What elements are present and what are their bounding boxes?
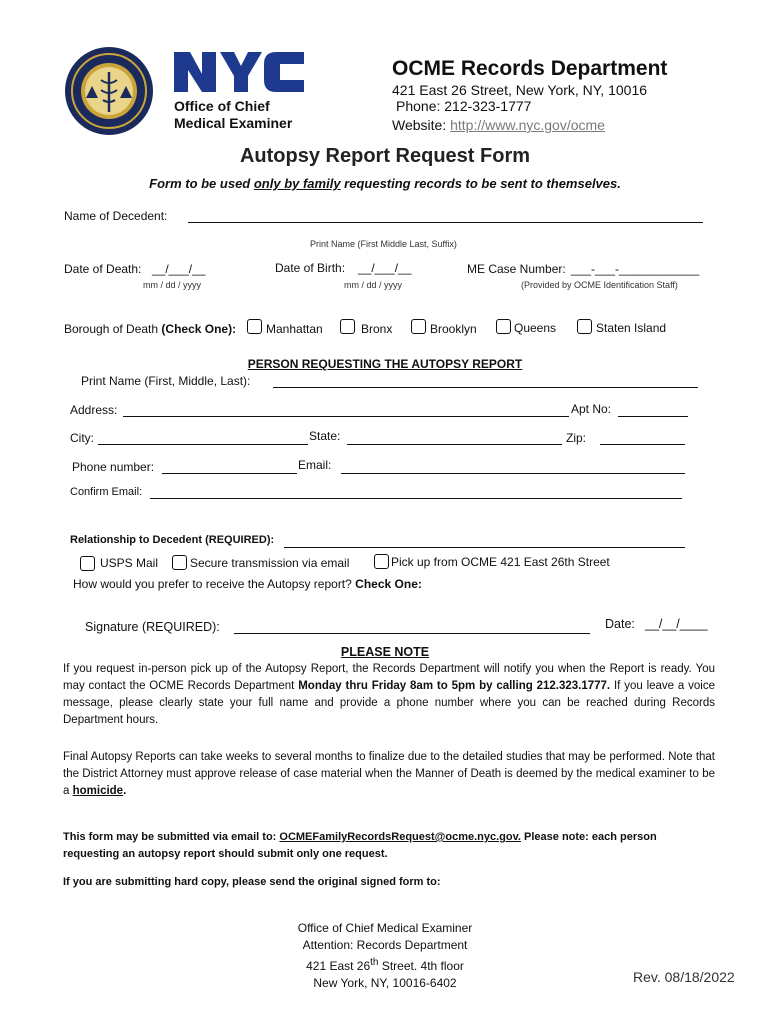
dob-field[interactable]: __/___/__ xyxy=(358,261,412,275)
logo-text-line1: Office of Chief xyxy=(174,98,270,114)
nyc-logo xyxy=(172,50,307,94)
note-paragraph-final xyxy=(63,749,715,800)
me-case-hint: (Provided by OCME Identification Staff) xyxy=(521,280,678,290)
date-field[interactable]: __/__/____ xyxy=(645,617,708,631)
apt-field[interactable] xyxy=(618,404,688,417)
dob-label: Date of Birth: xyxy=(275,261,346,275)
zip-field[interactable] xyxy=(600,432,685,445)
borough-checkbox-brooklyn[interactable] xyxy=(411,319,426,334)
relationship-field[interactable] xyxy=(284,535,685,548)
me-case-label: ME Case Number: xyxy=(467,262,566,276)
delivery-question xyxy=(73,577,422,591)
dod-label: Date of Death: xyxy=(64,262,142,276)
date-label: Date: xyxy=(605,617,635,631)
me-case-field[interactable]: ___-___-____________ xyxy=(571,262,700,276)
signature-label: Signature (REQUIRED): xyxy=(85,620,220,634)
borough-label-text: Borough of Death xyxy=(64,322,159,336)
address-field[interactable] xyxy=(123,404,569,417)
revision-date: Rev. 08/18/2022 xyxy=(633,969,735,985)
city-label: City: xyxy=(70,431,94,445)
delivery-pickup-label: Pick up from OCME 421 East 26th Street xyxy=(391,555,610,569)
phone-label: Phone number: xyxy=(72,460,155,474)
borough-brooklyn-label: Brooklyn xyxy=(430,322,477,336)
mail-line3-sup: th xyxy=(370,957,379,968)
delivery-check-one: Check One: xyxy=(355,577,422,591)
form-subtitle xyxy=(0,176,770,191)
borough-bronx-label: Bronx xyxy=(361,322,393,336)
note-email-b: Please note: each person requesting an autopsy report should submit only one request. xyxy=(63,831,657,860)
dob-hint: mm / dd / yyyy xyxy=(344,280,403,290)
dept-address: 421 East 26 Street, New York, NY, 10016 xyxy=(392,82,648,98)
signature-field[interactable] xyxy=(234,621,590,634)
phone-field[interactable] xyxy=(162,461,297,474)
subtitle-emph: only by family xyxy=(253,176,341,191)
borough-checkbox-queens[interactable] xyxy=(496,319,511,334)
delivery-checkbox-pickup[interactable] xyxy=(374,554,389,569)
note-hardcopy: If you are submitting hard copy, please send the original signed form to: xyxy=(63,876,441,888)
borough-check-text: (Check One): xyxy=(161,322,237,336)
confirm-email-label: Confirm Email: xyxy=(70,486,143,498)
note-p1-b: Monday thru Friday 8am to 5pm by calling 212.323.1777. xyxy=(298,680,611,692)
delivery-question-text: How would you prefer to receive the Autopsy report? xyxy=(73,577,352,591)
note-p1-c: If you leave a voice message, please clearly state your full name and provide a phone number where you can be reached during Records Department hours. xyxy=(63,680,715,726)
decedent-hint: Print Name (First Middle Last, Suffix) xyxy=(310,239,457,249)
zip-label: Zip: xyxy=(566,431,587,445)
dod-field[interactable]: __/___/__ xyxy=(152,262,206,276)
submission-email-link[interactable]: OCMEFamilyRecordsRequest@ocme.nyc.gov. xyxy=(279,831,521,843)
relationship-label xyxy=(70,534,274,546)
decedent-name-field[interactable] xyxy=(188,210,703,223)
dod-hint: mm / dd / yyyy xyxy=(143,280,202,290)
borough-checkbox-bronx[interactable] xyxy=(340,319,355,334)
borough-label xyxy=(64,322,236,336)
mail-line4: New York, NY, 10016-6402 xyxy=(313,976,457,990)
decedent-label: Name of Decedent: xyxy=(64,209,168,223)
website-label: Website: xyxy=(392,117,447,133)
note-email-a: This form may be submitted via email to: xyxy=(63,831,280,843)
borough-checkbox-manhattan[interactable] xyxy=(247,319,262,334)
note-p2-a: Final Autopsy Reports can take weeks to several months to finalize due to the detailed studies that may be performed. Note that the District Attorney must approve release of case material when the Manner of Death is deemed by the medical examiner to be a xyxy=(63,751,715,797)
dept-title: OCME Records Department xyxy=(392,57,668,80)
logo-text-line2: Medical Examiner xyxy=(174,115,293,131)
note-paragraph-pickup xyxy=(63,661,715,729)
email-field[interactable] xyxy=(341,461,685,474)
delivery-usps-label: USPS Mail xyxy=(100,556,159,570)
delivery-checkbox-usps[interactable] xyxy=(80,556,95,571)
city-field[interactable] xyxy=(98,432,308,445)
delivery-email-label: Secure transmission via email xyxy=(190,556,350,570)
apt-label: Apt No: xyxy=(571,402,612,416)
confirm-email-field[interactable] xyxy=(150,486,682,499)
requester-heading: PERSON REQUESTING THE AUTOPSY REPORT xyxy=(247,357,523,371)
mail-line1: Office of Chief Medical Examiner xyxy=(297,921,473,935)
notes-heading: PLEASE NOTE xyxy=(340,645,430,659)
note-p1-a: If you request in-person pick up of the Autopsy Report, the Records Department will notify you when the Report is ready. You may contact the OCME Records Department xyxy=(63,663,715,692)
mail-line2: Attention: Records Department xyxy=(302,938,468,952)
borough-staten-island-label: Staten Island xyxy=(596,321,667,335)
delivery-checkbox-email[interactable] xyxy=(172,555,187,570)
relationship-text: Relationship to Decedent xyxy=(70,534,203,546)
borough-manhattan-label: Manhattan xyxy=(266,322,323,336)
relationship-required: (REQUIRED): xyxy=(205,534,275,546)
requester-name-field[interactable] xyxy=(273,375,698,388)
form-title: Autopsy Report Request Form xyxy=(239,145,531,167)
borough-queens-label: Queens xyxy=(514,321,557,335)
borough-checkbox-staten-island[interactable] xyxy=(577,319,592,334)
website-link[interactable]: http://www.nyc.gov/ocme xyxy=(450,117,605,133)
note-p2-c: . xyxy=(123,785,127,797)
state-field[interactable] xyxy=(347,432,562,445)
address-label: Address: xyxy=(70,403,118,417)
subtitle-pre: Form to be used xyxy=(149,176,254,191)
mail-line3-a: 421 East 26 xyxy=(306,959,371,973)
requester-name-label: Print Name (First, Middle, Last): xyxy=(81,374,251,388)
state-label: State: xyxy=(309,429,341,443)
note-email-submission xyxy=(63,829,715,863)
note-p2-homicide: homicide xyxy=(72,785,124,797)
ocme-seal-logo xyxy=(64,46,154,136)
mail-line3-b: Street. 4th floor xyxy=(378,959,464,973)
dept-website xyxy=(392,117,605,133)
dept-phone: Phone: 212-323-1777 xyxy=(396,98,532,114)
email-label: Email: xyxy=(298,458,332,472)
subtitle-post: requesting records to be sent to themselves. xyxy=(340,176,621,191)
